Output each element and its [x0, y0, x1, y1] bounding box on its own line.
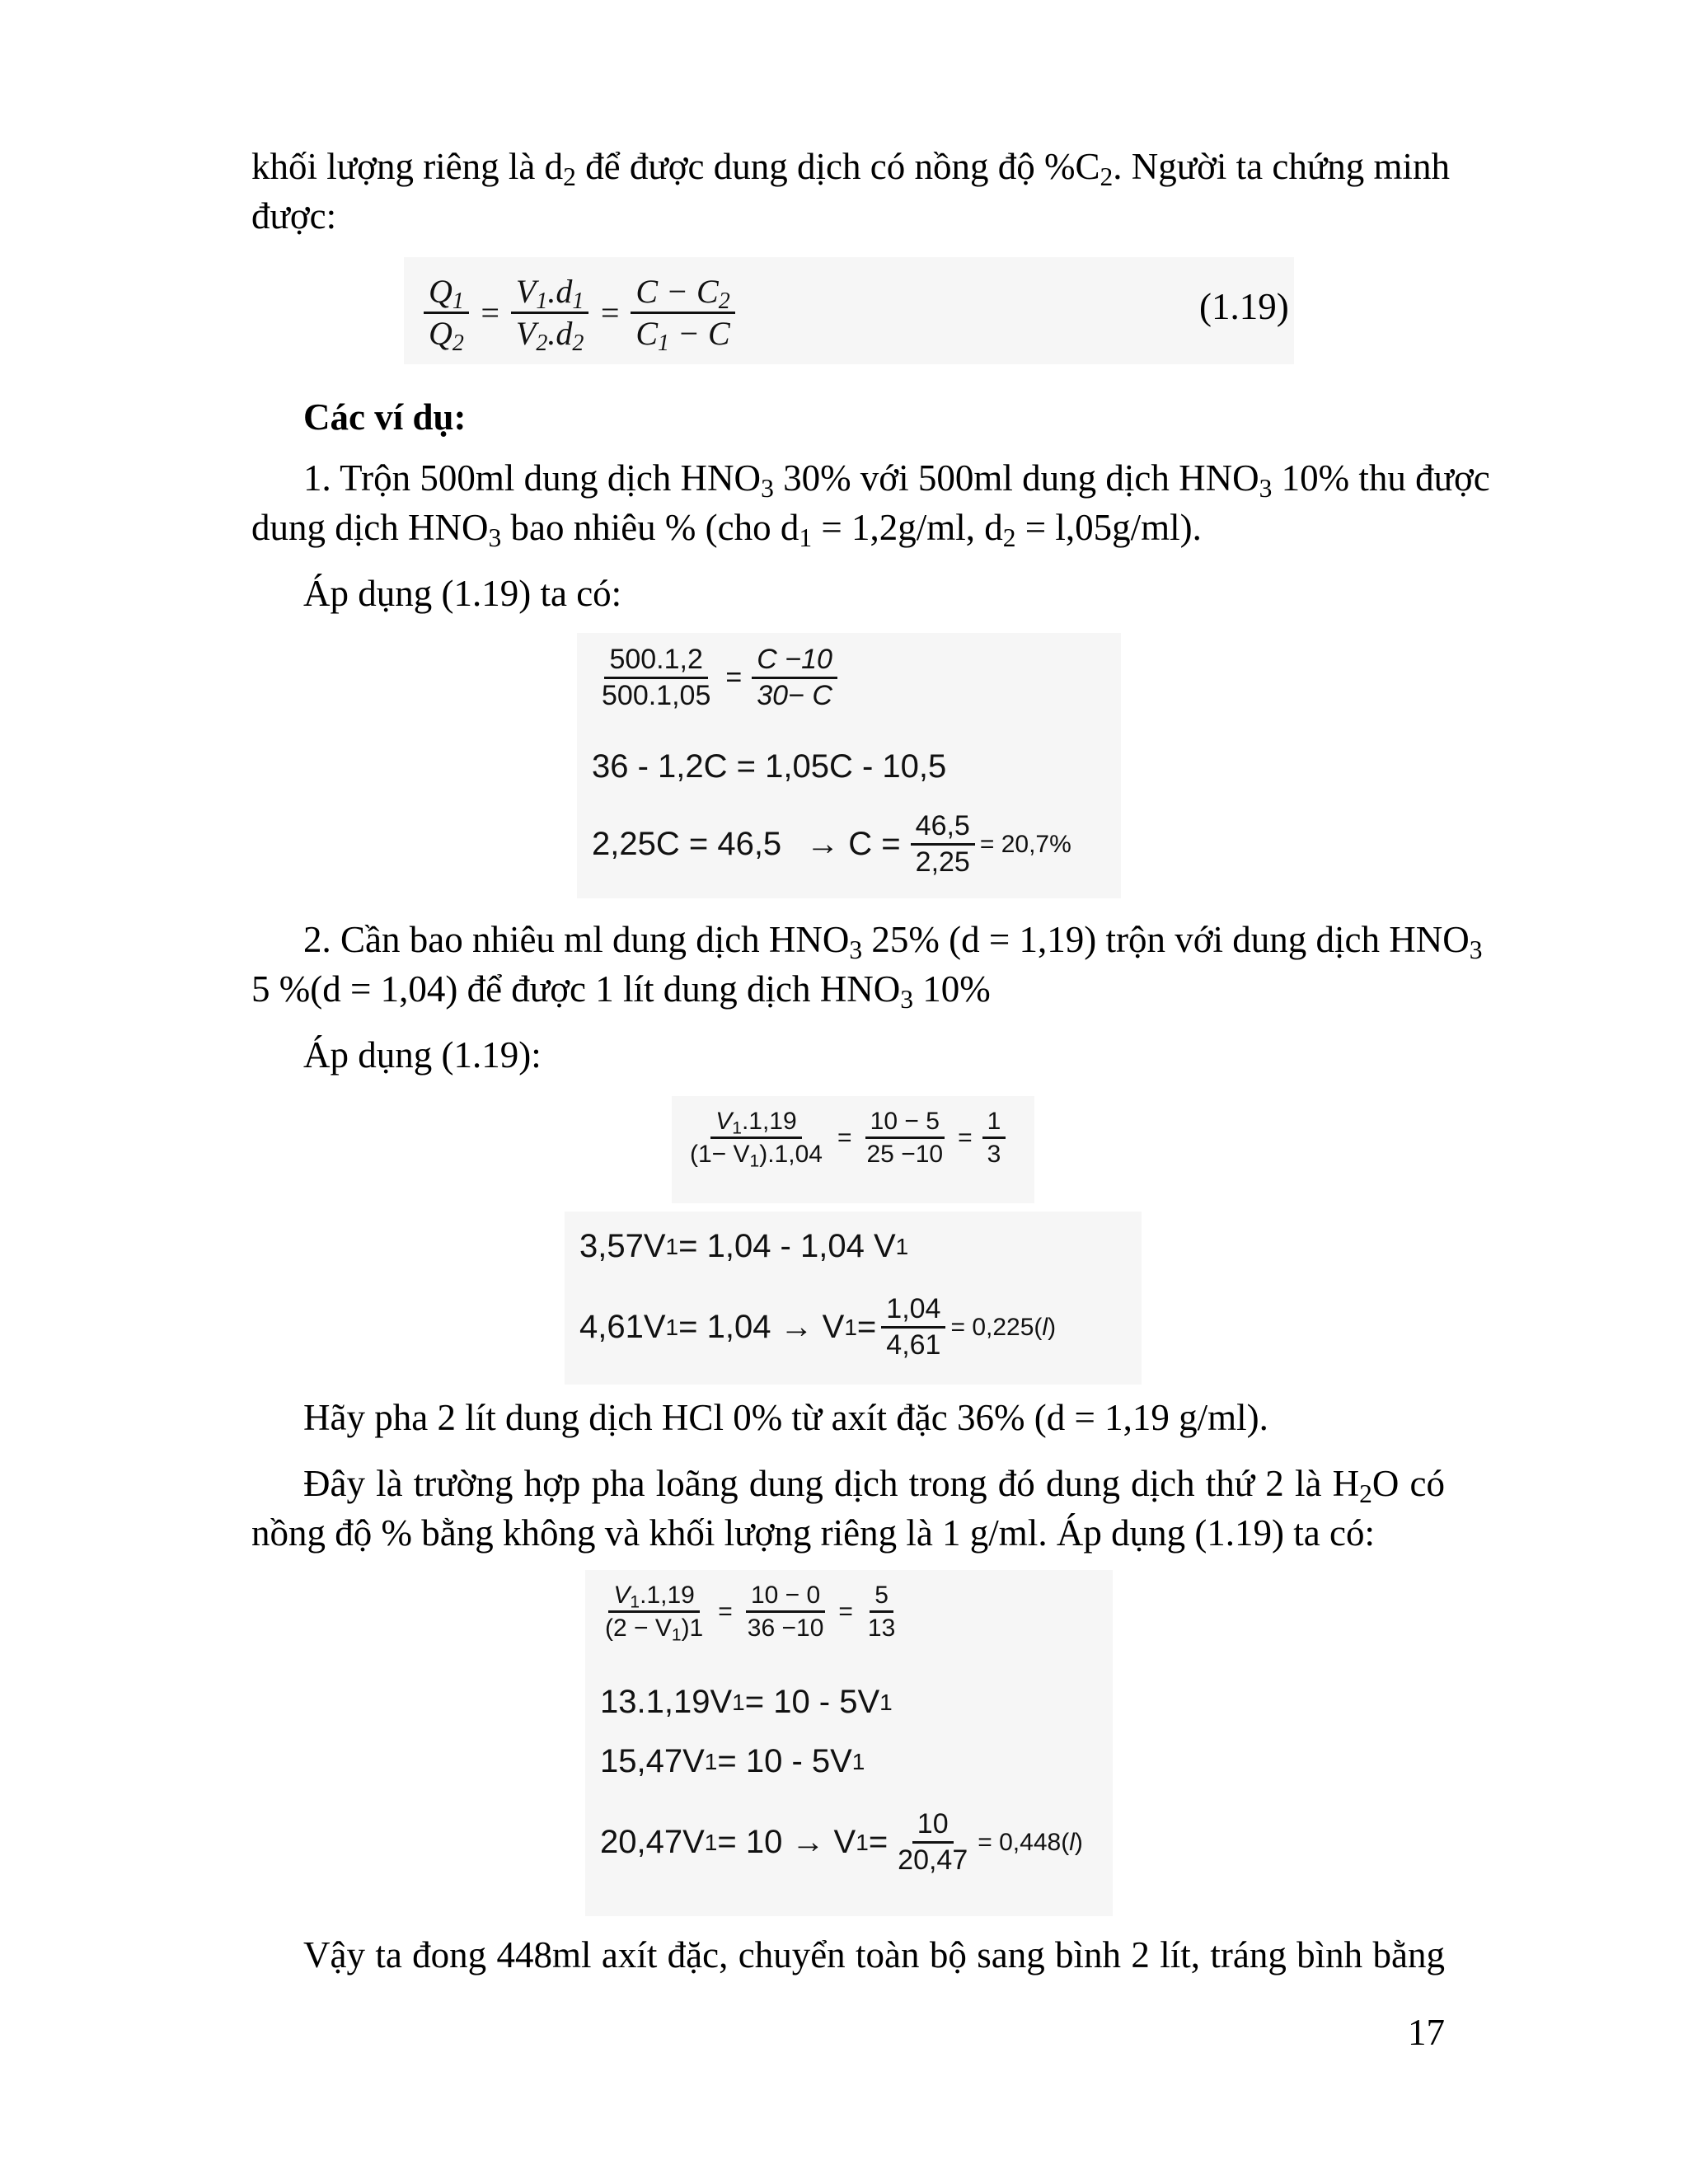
text-line: khối lượng riêng là $d_2$ để được dung dịch có nồng độ $\%C_2$. Người ta chứng minh — [251, 146, 1451, 191]
text-line: Áp dụng (1.19) ta có: — [303, 573, 622, 614]
text-line: 5 %(d = 1,04) để được 1 lít dung dịch $HNO_3$ 10% — [251, 968, 991, 1014]
section-heading: Các ví dụ: — [303, 396, 467, 438]
equation-number: (1.19) — [1199, 286, 1289, 327]
example2-fraction: $\frac{V_1.1,19}{(1- V_1).1,04}$ = $\frac{10 - 5}{25 -10}$ = $\frac{1}{3}$ — [672, 1096, 1034, 1203]
text-line: Hãy pha 2 lít dung dịch HCl 0% từ axít đặc 36% (d = 1,19 g/ml). — [303, 1397, 1268, 1438]
text-line: 2. Cần bao nhiêu ml dung dịch $HNO_3$ 25% (d = 1,19) trộn với dung dịch $HNO_3$ — [303, 919, 1483, 964]
text-line: được: — [251, 195, 337, 237]
equation-1-19: $\frac{Q_1}{Q_2}$ = $\frac{V_1.d_1}{V_2.d_2}$ = $\frac{C - C_2}{C_1 - C}$ — [404, 257, 1294, 364]
text-line: 1. Trộn 500ml dung dịch $HNO_3$ 30% với 500ml dung dịch $HNO_3$ 10% thu được — [303, 457, 1490, 503]
example3-math: $\frac{V_1.1,19}{(2 - V_1)1}$ = $\frac{10 - 0}{36 -10}$ = $\frac{5}{13}$ 13.1,19V 1 = 10 - 5V 1 15,47V 1 = 10 - 5V 1 20,47V 1 = 10 → V 1 = $\frac{10}{20,47}$ = 0,448(l) — [585, 1570, 1113, 1916]
text-line: Áp dụng (1.19): — [303, 1034, 542, 1076]
text-line: Đây là trường hợp pha loãng dung dịch trong đó dung dịch thứ 2 là $H_2O$ có — [303, 1463, 1445, 1508]
example2-solution: 3,57V 1 = 1,04 - 1,04 V 1 4,61V 1 = 1,04 → V 1 = $\frac{1,04}{4,61}$ = 0,225(l) — [565, 1212, 1142, 1385]
page-number: 17 — [1408, 2012, 1445, 2053]
example1-math: $\frac{500.1,2}{500.1,05}$ = $\frac{C -10}{30- C}$ 36 - 1,2C = 1,05C - 10,5 2,25C = 46,5 → C = $\frac{46,5}{2,25}$ = 20,7% — [577, 633, 1121, 898]
text-line: Vậy ta đong 448ml axít đặc, chuyển toàn bộ sang bình 2 lít, tráng bình bằng — [303, 1934, 1445, 1975]
text-line: dung dịch $HNO_3$ bao nhiêu % (cho $d_1 = 1,2g/ml$, $d_2 = l,05g/ml$). — [251, 507, 1202, 552]
text-line: nồng độ % bằng không và khối lượng riêng là 1 g/ml. Áp dụng (1.19) ta có: — [251, 1512, 1375, 1554]
